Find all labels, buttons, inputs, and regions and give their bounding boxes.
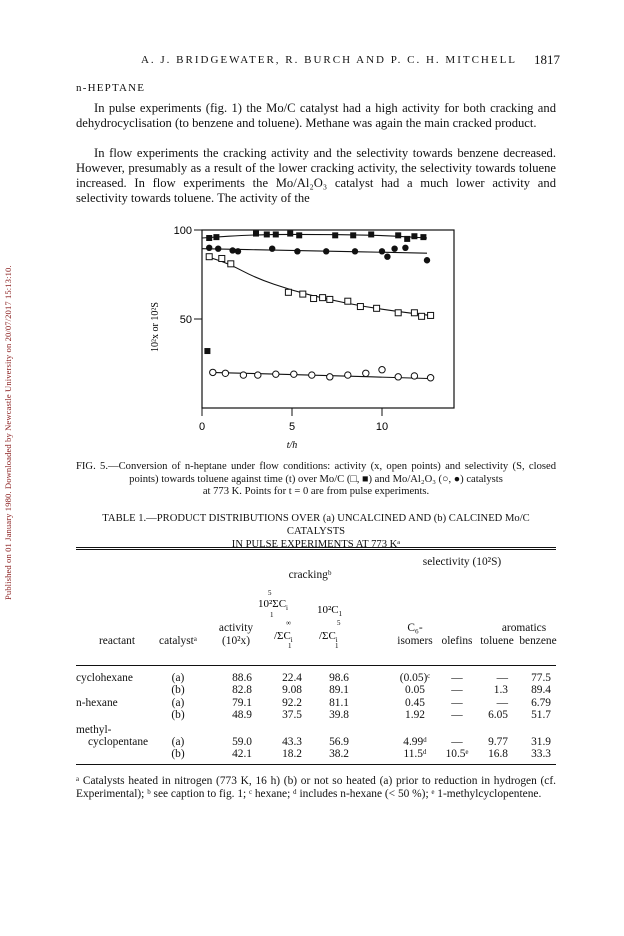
- data-point-filled-square: [420, 234, 426, 240]
- x-axis-label: t/h: [286, 440, 298, 451]
- series-curve-open-square: [207, 257, 430, 316]
- table-title: [76, 512, 556, 551]
- header-olefins: olefins: [441, 635, 473, 647]
- data-point-open-circle: [291, 371, 297, 377]
- data-point-open-circle: [327, 374, 333, 380]
- data-point-open-circle: [379, 367, 385, 373]
- data-point-open-circle: [273, 371, 279, 377]
- svg-text:1: 1: [335, 642, 339, 649]
- header-activity: activity: [218, 622, 254, 634]
- table-cell-c6: 0.45: [405, 697, 425, 709]
- header-cracking-col2: [315, 603, 365, 652]
- figure-caption: [76, 461, 556, 499]
- data-point-filled-circle: [235, 248, 241, 254]
- table-footnote: ᵃ Catalysts heated in nitrogen (773 K, 16 h) (b) or not so heated (a) prior to reduction in hydrogen (cf. Experimental); ᵇ see caption to fig. 1; ᶜ hexane; ᵈ includes n-hexane (< 50 %); ᵉ 1-methylcyclopentene.: [76, 775, 556, 800]
- table-cell-toluene: 1.3: [493, 684, 508, 696]
- table-cell-toluene: 16.8: [488, 748, 508, 760]
- table-cell-benzene: 6.79: [531, 697, 551, 709]
- table-bottom-rule: [76, 764, 556, 765]
- table-cell-crack1: 9.08: [282, 684, 302, 696]
- table-cell-catalyst: (b): [171, 709, 185, 721]
- data-point-open-square: [428, 312, 434, 318]
- data-point-open-square: [374, 305, 380, 311]
- data-point-filled-square: [395, 232, 401, 238]
- table-cell-reactant: cyclopentane: [88, 736, 149, 748]
- table-cell-reactant: n-hexane: [76, 697, 118, 709]
- table-cell-crack2: 39.8: [329, 709, 349, 721]
- table-cell-crack1: 37.5: [282, 709, 302, 721]
- y-tick-label: 50: [179, 314, 192, 326]
- table-cell-toluene: 9.77: [488, 736, 508, 748]
- data-point-open-square: [411, 310, 417, 316]
- data-point-filled-square: [204, 348, 210, 354]
- data-point-filled-circle: [206, 245, 212, 251]
- data-point-filled-circle: [402, 245, 408, 251]
- data-point-open-square: [327, 296, 333, 302]
- data-point-filled-circle: [379, 248, 385, 254]
- data-point-open-circle: [363, 370, 369, 376]
- data-point-filled-circle: [294, 248, 300, 254]
- table-cell-toluene: 6.05: [488, 709, 508, 721]
- data-point-filled-circle: [384, 254, 390, 260]
- section-heading: n-HEPTANE: [76, 82, 146, 94]
- data-point-open-square: [219, 255, 225, 261]
- table-cell-catalyst: (b): [171, 748, 185, 760]
- table-cell-c6: 4.99ᵈ: [403, 736, 427, 748]
- header-c6: C₆-: [407, 622, 423, 634]
- table-cell-reactant: methyl-: [76, 724, 112, 736]
- data-point-filled-circle: [391, 245, 397, 251]
- header-selectivity: selectivity (10²S): [422, 556, 502, 568]
- data-point-filled-square: [350, 232, 356, 238]
- svg-text:5: 5: [337, 619, 341, 627]
- series-curve-filled-square: [202, 234, 427, 238]
- data-point-open-circle: [345, 372, 351, 378]
- table-cell-c6: (0.05)ᶜ: [399, 672, 431, 684]
- table-cell-olefins: —: [451, 684, 463, 696]
- x-tick-label: 10: [375, 421, 389, 433]
- table-cell-olefins: 10.5ᵉ: [445, 748, 469, 760]
- table-cell-reactant: cyclohexane: [76, 672, 133, 684]
- data-point-filled-circle: [424, 257, 430, 263]
- table-cell-olefins: —: [451, 697, 463, 709]
- table-cell-c6: 0.05: [405, 684, 425, 696]
- paragraph-1: In pulse experiments (fig. 1) the Mo/C catalyst had a high activity for both cracking and dehydrocyclisation (to benzene and toluene). Methane was again the main cracked product.: [76, 101, 556, 130]
- data-point-open-square: [228, 261, 234, 267]
- table-cell-crack1: 22.4: [282, 672, 302, 684]
- data-point-open-square: [320, 295, 326, 301]
- header-activity-unit: (10²x): [221, 635, 251, 647]
- data-point-filled-square: [253, 231, 259, 237]
- data-point-open-circle: [210, 369, 216, 375]
- table-cell-c6: 11.5ᵈ: [403, 748, 427, 760]
- header-isomers: isomers: [397, 635, 433, 647]
- figure-caption-lead: FIG. 5.—Conversion of n-heptane under flow conditions: activity (x, open points) and selectivity (S, closed points) towards toluene against time (t) over Mo/C (□, ■) and Mo/Al₂O₃ (○, ●) catalysts: [76, 461, 556, 485]
- data-point-filled-square: [368, 231, 374, 237]
- data-point-filled-square: [287, 231, 293, 237]
- figure-caption-tail: at 773 K. Points for t = 0 are from pulse experiments.: [202, 486, 430, 497]
- table-cell-activity: 48.9: [232, 709, 252, 721]
- x-tick-label: 0: [198, 421, 206, 433]
- header-aromatics: aromatics: [501, 622, 547, 634]
- header-catalyst: catalystᵃ: [159, 635, 197, 647]
- data-point-open-square: [311, 296, 317, 302]
- table-cell-activity: 42.1: [232, 748, 252, 760]
- table-title-line-1: TABLE 1.—PRODUCT DISTRIBUTIONS OVER (a) UNCALCINED AND (b) CALCINED Mo/C CATALYSTS: [102, 513, 530, 537]
- data-point-filled-circle: [323, 248, 329, 254]
- table-cell-crack2: 38.2: [329, 748, 349, 760]
- table-cell-crack2: 81.1: [329, 697, 349, 709]
- data-point-filled-circle: [352, 248, 358, 254]
- data-point-filled-square: [264, 231, 270, 237]
- table-cell-benzene: 77.5: [531, 672, 551, 684]
- header-benzene: benzene: [519, 635, 557, 647]
- table-cell-activity: 82.8: [232, 684, 252, 696]
- table-cell-olefins: —: [451, 736, 463, 748]
- table-cell-crack2: 98.6: [329, 672, 349, 684]
- plot-frame: [202, 230, 454, 408]
- data-point-open-square: [419, 313, 425, 319]
- data-point-open-square: [285, 289, 291, 295]
- table-cell-benzene: 51.7: [531, 709, 551, 721]
- data-point-open-circle: [309, 372, 315, 378]
- running-header: A. J. BRIDGEWATER, R. BURCH AND P. C. H. MITCHELL: [140, 54, 518, 66]
- svg-text:1: 1: [270, 611, 274, 619]
- data-point-open-circle: [255, 372, 261, 378]
- table-cell-benzene: 33.3: [531, 748, 551, 760]
- svg-text:/ΣCi: $/\Sigma C_i$: [274, 630, 293, 644]
- y-tick-label: 100: [173, 225, 192, 237]
- table-cell-toluene: —: [496, 672, 508, 684]
- data-point-filled-square: [206, 235, 212, 241]
- data-point-open-circle: [395, 374, 401, 380]
- page-number: 1817: [534, 52, 560, 67]
- data-point-open-square: [395, 310, 401, 316]
- table-cell-activity: 59.0: [232, 736, 252, 748]
- svg-text:5: 5: [268, 589, 272, 597]
- data-point-open-circle: [222, 370, 228, 376]
- data-point-open-square: [300, 291, 306, 297]
- data-point-open-circle: [427, 375, 433, 381]
- header-cracking: crackingᵇ: [288, 569, 332, 581]
- data-point-filled-circle: [215, 245, 221, 251]
- svg-text:1: 1: [288, 642, 292, 649]
- data-point-open-square: [206, 254, 212, 260]
- table-cell-benzene: 31.9: [531, 736, 551, 748]
- sum-formula-2: [315, 603, 365, 649]
- data-point-filled-square: [296, 232, 302, 238]
- svg-text:/ΣCi: $/\Sigma C_i$: [319, 630, 338, 644]
- header-cracking-col1: [258, 587, 314, 652]
- data-point-open-square: [357, 304, 363, 310]
- data-point-filled-square: [273, 231, 279, 237]
- header-toluene: toluene: [480, 635, 514, 647]
- table-cell-catalyst: (a): [171, 672, 185, 684]
- header-reactant: reactant: [98, 635, 136, 647]
- data-point-filled-circle: [229, 247, 235, 253]
- table-header-rule: [76, 665, 556, 666]
- table-cell-olefins: —: [451, 672, 463, 684]
- table-cell-c6: 1.92: [405, 709, 425, 721]
- sidebar-note-text: Published on 01 January 1980. Downloaded by Newcastle University on 20/07/2017 15:13:10.: [3, 265, 13, 600]
- y-axis-label: 10²x or 10²S: [150, 302, 161, 352]
- table-cell-olefins: —: [451, 709, 463, 721]
- table-cell-crack1: 43.3: [282, 736, 302, 748]
- table-cell-crack2: 56.9: [329, 736, 349, 748]
- table-cell-catalyst: (b): [171, 684, 185, 696]
- data-point-filled-circle: [269, 245, 275, 251]
- data-point-filled-square: [332, 232, 338, 238]
- table-cell-crack2: 89.1: [329, 684, 349, 696]
- svg-text:10²ΣCi: $10^2\Sigma C_i$: [258, 598, 288, 612]
- sum-formula-1: [258, 587, 314, 649]
- x-tick-label: 5: [288, 421, 296, 433]
- table-cell-crack1: 92.2: [282, 697, 302, 709]
- data-point-filled-square: [411, 233, 417, 239]
- table-top-rule: [76, 547, 556, 548]
- table-cell-catalyst: (a): [171, 697, 185, 709]
- table-top-rule-2: [76, 549, 556, 550]
- svg-text:∞: ∞: [286, 619, 291, 627]
- data-point-filled-square: [404, 236, 410, 242]
- data-point-open-circle: [411, 373, 417, 379]
- table-cell-activity: 88.6: [232, 672, 252, 684]
- table-cell-toluene: —: [496, 697, 508, 709]
- table-cell-activity: 79.1: [232, 697, 252, 709]
- data-point-open-circle: [240, 372, 246, 378]
- figure-5-chart: [136, 218, 476, 458]
- table-cell-benzene: 89.4: [531, 684, 551, 696]
- table-title-line-2: IN PULSE EXPERIMENTS AT 773 Kᵃ: [231, 539, 401, 550]
- table-cell-crack1: 18.2: [282, 748, 302, 760]
- download-sidebar-note: [2, 140, 16, 600]
- paragraph-2: In flow experiments the cracking activity and the selectivity towards benzene decreased. However, presumably as a result of the lower cracking activity, the selectivity towards toluene increased. In flow experiments the Mo/Al₂O₃ catalyst had a much lower activity and selectivity towards toluene. The activity of the: [76, 146, 556, 205]
- svg-text:10²C1: $10^2C_1$: [317, 604, 343, 618]
- table-cell-catalyst: (a): [171, 736, 185, 748]
- data-point-filled-square: [213, 234, 219, 240]
- data-point-open-square: [345, 298, 351, 304]
